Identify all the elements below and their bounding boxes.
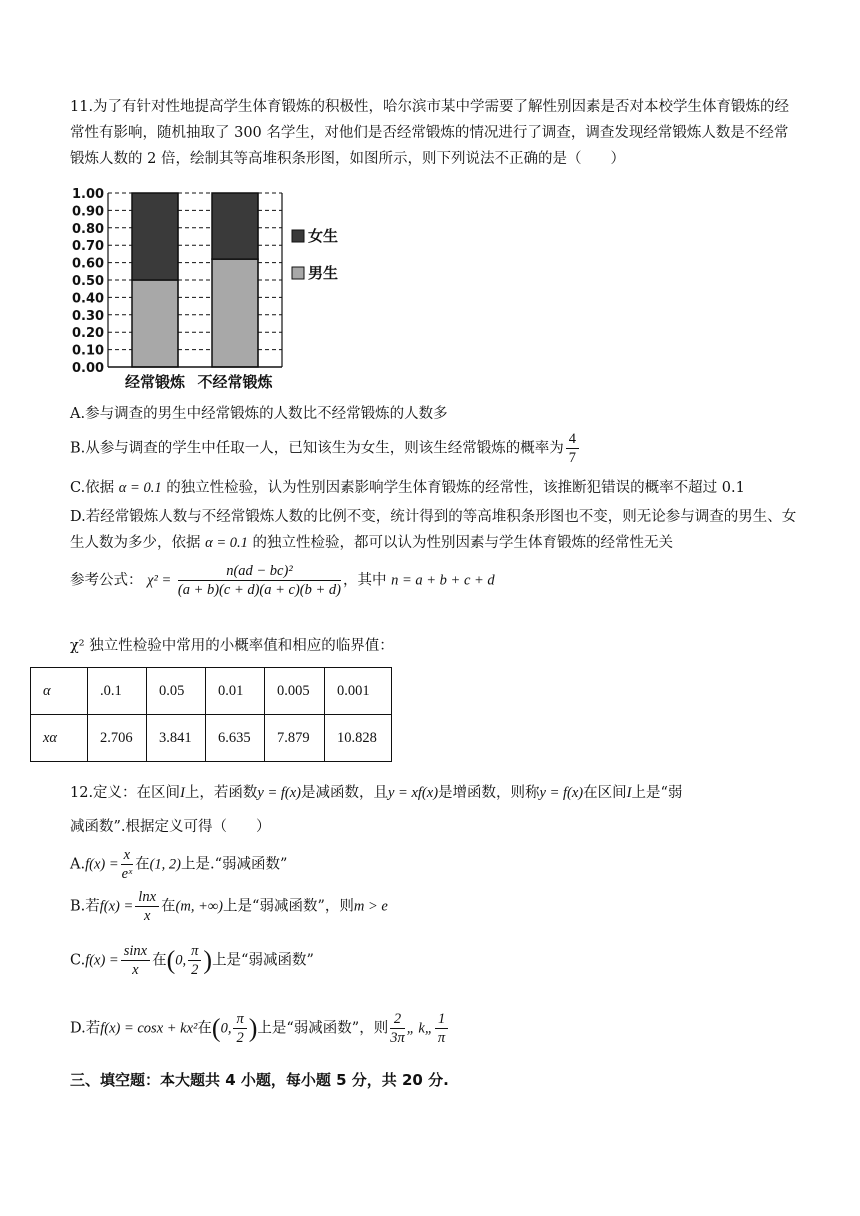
q11-option-d: D.若经常锻炼人数与不经常锻炼人数的比例不变，统计得到的等高堆积条形图也不变，则无论参与调查的男生、女生人数为多少，依据 α = 0.1 的独立性检验，都可以认为性别因素与学生体育锻炼的经常性无关 [70,509,797,551]
table-row: xα 2.706 3.841 6.635 7.879 10.828 [31,715,392,762]
reference-formula: 参考公式： χ² = $\frac{\text{n(ad − bc)²}}{(a + b)(c + d)(a + c)(b + d)}$ ，其中 n = a + b + c + d [70,563,495,598]
y-tick-label: 0.40 [72,291,105,307]
y-tick-label: 0.50 [72,274,105,289]
bar-male-0 [132,280,178,367]
x-category-label: 经常锻炼 [124,373,186,391]
bar-male-1 [212,259,258,367]
q11-option-c: C.依据 α = 0.1 的独立性检验，认为性别因素影响学生体育锻炼的经常性，该推断犯错误的概率不超过 0.1 [70,480,745,496]
legend-label: 男生 [308,264,339,282]
x-category-label: 不经常锻炼 [197,373,273,391]
y-tick-label: 0.80 [72,221,105,237]
y-tick-label: 0.30 [72,308,105,324]
legend-swatch [292,267,304,279]
y-tick-label: 0.90 [72,204,105,220]
q11-stem: 11.为了有针对性地提高学生体育锻炼的积极性，哈尔滨市某中学需要了解性别因素是否对本校学生体育锻炼的经常性有影响，随机抽取了 300 名学生，对他们是否经常锻炼的情况进行了调查，调查发现经常锻炼人数是不经常锻炼人数的 2 倍，绘制其等高堆积条形图，如图所示，则下列说法不正确的是（ ） [70,99,790,167]
table-row: α .0.1 0.05 0.01 0.005 0.001 [31,668,392,715]
q12-option-b: B.若f(x) = $\frac{\ln x}{x}$ 在(m, +∞)上是“弱减函数”，则m > e [70,889,388,924]
table-caption: χ² 独立性检验中常用的小概率值和相应的临界值： [70,638,394,654]
critical-value-table [30,667,392,762]
fraction-4-7: $\frac{4}{7}$ [566,430,579,467]
section-3-heading: 三、填空题：本大题共 4 小题，每小题 5 分，共 20 分. [70,1071,449,1089]
y-tick-label: 0.60 [72,256,105,272]
y-tick-label: 0.20 [72,326,105,342]
q12-option-c: C.f(x) = $\frac{\sin x}{x}$ 在(0, $\frac{\pi}{2}$ )上是“弱减函数” [70,943,314,978]
bar-female-1 [212,193,258,259]
q12-option-d: D.若f(x) = cosx + kx²在(0, $\frac{\pi}{2}$ )上是“弱减函数”，则 $\frac{2}{3\pi}$ „ k„ $\frac{1}{\pi}$ [70,1010,805,1047]
legend-label: 女生 [308,227,339,245]
bar-female-0 [132,193,178,280]
q11-option-a: A.参与调查的男生中经常锻炼的人数比不经常锻炼的人数多 [70,406,448,422]
legend-swatch [292,230,304,242]
y-tick-label: 1.00 [72,187,105,202]
y-tick-label: 0.70 [72,239,105,255]
q12-option-a: A.f(x) = $\frac{x}{\text{eˣ}}$ 在(1, 2)上是.“弱减函数” [70,847,288,882]
y-tick-label: 0.00 [72,361,105,376]
q12-stem: 12.定义：在区间I上，若函数y = f(x)是减函数，且y = xf(x)是增函数，则称y = f(x)在区间I上是“弱 减函数”.根据定义可得（ ） [70,785,683,835]
y-tick-label: 0.10 [72,343,105,359]
stacked-bar-chart [70,184,370,394]
q11-option-b: B.从参与调查的学生中任取一人，已知该生为女生，则该生经常锻炼的概率为 $\frac{4}{7}$ [70,430,805,467]
